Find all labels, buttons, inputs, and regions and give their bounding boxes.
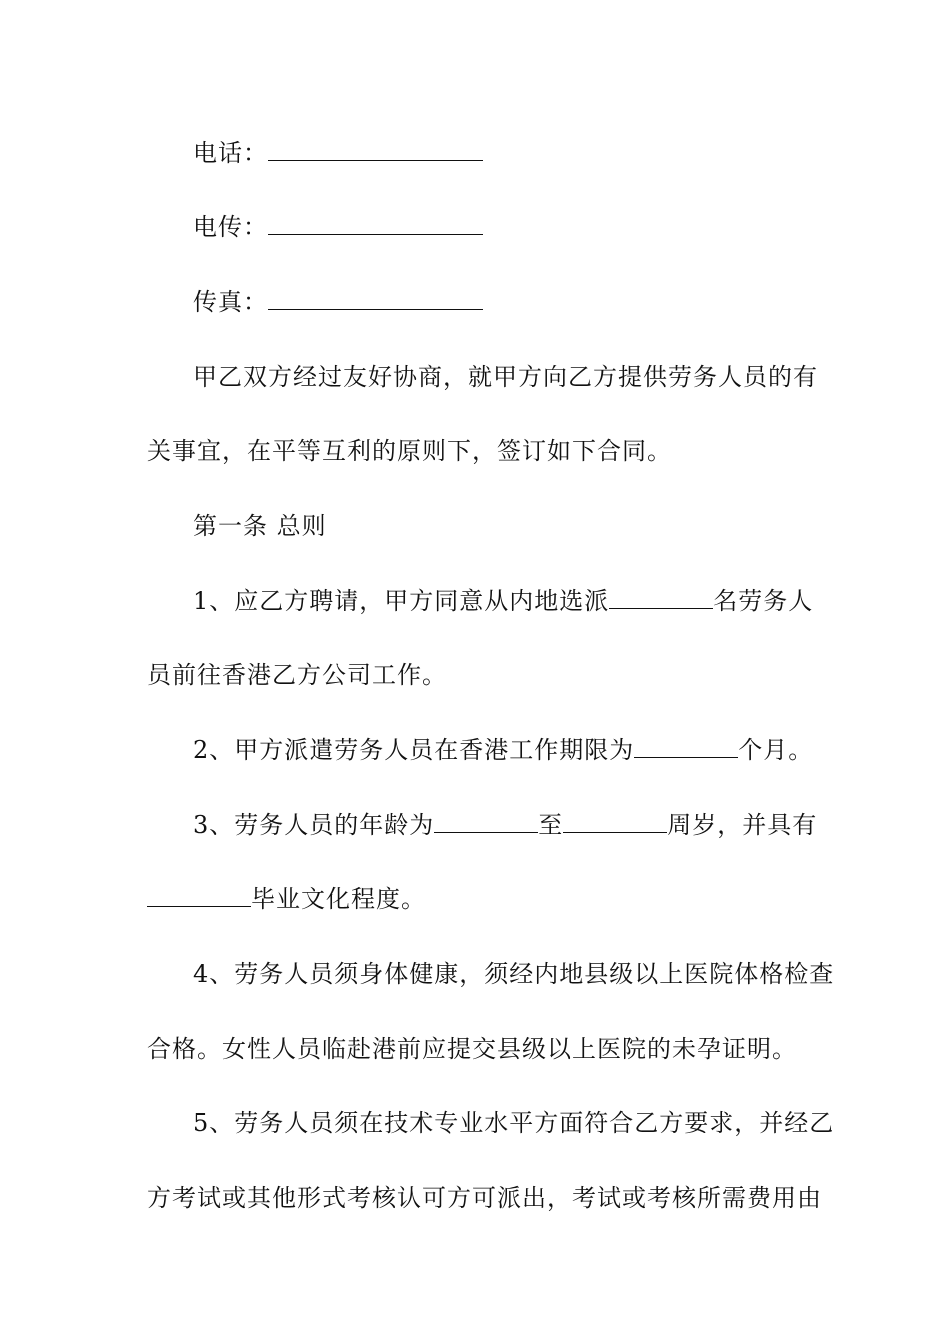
item-3-text-c: 周岁，并具有	[667, 811, 818, 839]
item-2-blank-months	[634, 735, 738, 758]
item-1-blank-count	[609, 586, 713, 609]
phone-field-row	[147, 138, 853, 168]
intro-line-2: 关事宜，在平等互利的原则下，签订如下合同。	[147, 437, 672, 465]
item-1-text-b: 名劳务人	[713, 587, 814, 615]
item-2-line-1	[147, 735, 853, 765]
item-3-blank-age-max	[563, 810, 667, 833]
item-1-text-a: 1、应乙方聘请，甲方同意从内地选派	[193, 587, 610, 615]
item-5-line-1: 5、劳务人员须在技术专业水平方面符合乙方要求，并经乙	[193, 1109, 835, 1137]
item-5-line-2: 方考试或其他形式考核认可方可派出，考试或考核所需费用由	[147, 1184, 822, 1212]
item-1-line-1	[147, 586, 853, 616]
fax-label: 传真：	[193, 288, 268, 316]
intro-line-1: 甲乙双方经过友好协商，就甲方向乙方提供劳务人员的有	[193, 363, 818, 391]
fax-blank	[268, 287, 483, 310]
fax-field-row	[147, 287, 853, 317]
item-1-line-2: 员前往香港乙方公司工作。	[147, 661, 447, 689]
item-4-line-2: 合格。女性人员临赴港前应提交县级以上医院的未孕证明。	[147, 1035, 797, 1063]
telex-blank	[268, 212, 483, 235]
item-3-line-1	[147, 810, 853, 840]
item-2-text-b: 个月。	[738, 736, 814, 764]
item-4-line-1: 4、劳务人员须身体健康，须经内地县级以上医院体格检查	[193, 960, 835, 988]
article-1-heading: 第一条 总则	[193, 512, 327, 540]
item-3-text-b: 至	[538, 811, 564, 839]
telex-field-row	[147, 212, 853, 242]
phone-blank	[268, 138, 483, 161]
item-3-blank-education	[147, 884, 251, 907]
item-3-text-d: 毕业文化程度。	[251, 885, 426, 913]
phone-label: 电话：	[193, 139, 268, 167]
item-3-line-2	[147, 884, 807, 914]
item-2-text-a: 2、甲方派遣劳务人员在香港工作期限为	[193, 736, 635, 764]
item-3-blank-age-min	[434, 810, 538, 833]
telex-label: 电传：	[193, 213, 268, 241]
item-3-text-a: 3、劳务人员的年龄为	[193, 811, 435, 839]
